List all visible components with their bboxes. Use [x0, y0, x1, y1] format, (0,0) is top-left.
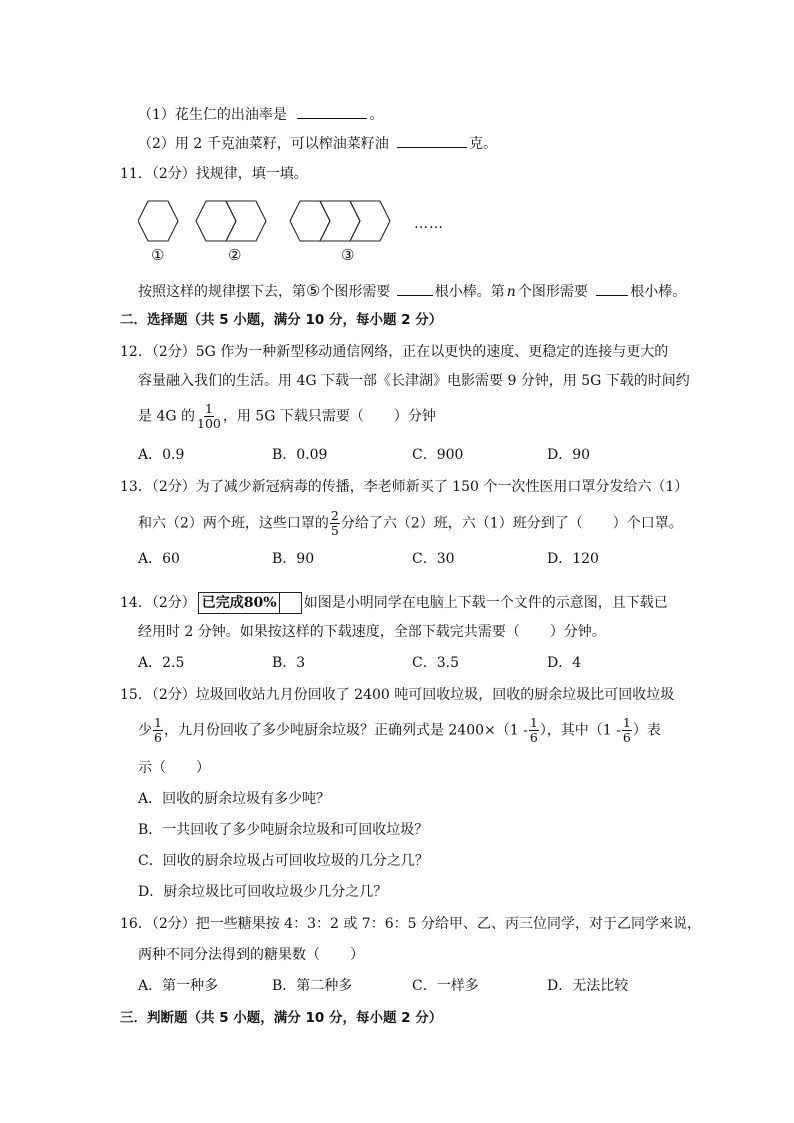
fraction: $\frac{1}{6}$: [154, 715, 162, 745]
q10-sub2-suffix: 克。: [469, 136, 498, 152]
fraction: $\frac{1}{100}$: [197, 401, 221, 431]
q14-text: 经用时 2 分钟。如果按这样的下载速度，全部下载完共需要（: [138, 624, 520, 640]
progress-label: 已完成80%: [201, 595, 277, 611]
circled-five: ⑤: [306, 281, 321, 300]
option-b[interactable]: B．0.09: [272, 447, 328, 463]
q10-sub2-text: （2）用 2 千克油菜籽，可以榨油菜籽油: [138, 136, 389, 152]
fraction: $\frac{1}{6}$: [529, 715, 538, 745]
option-a[interactable]: A．60: [138, 551, 180, 567]
q12-text: ，用 5G 下载只需要（: [222, 408, 364, 425]
q10-sub1-suffix: 。: [369, 107, 384, 123]
option-a[interactable]: A．2.5: [138, 655, 185, 671]
download-progress-bar: [198, 592, 302, 614]
option-b[interactable]: B．90: [272, 551, 315, 567]
option-a[interactable]: A．第一种多: [138, 978, 219, 994]
q12-text: 是 4G 的: [138, 408, 195, 425]
hexagon-pattern-figure: [138, 199, 418, 245]
q15-line3: [138, 758, 210, 778]
q11-text: 按照这样的规律摆下去，第: [138, 284, 306, 300]
q15-text: 示（: [138, 760, 166, 776]
option-d[interactable]: D．无法比较: [547, 978, 629, 994]
answer-blank[interactable]: [596, 281, 628, 296]
q11-stem: 11．（2分）找规律，填一填。: [120, 166, 308, 182]
q15-text: ），其中（1 -: [539, 722, 621, 739]
option-d[interactable]: D．90: [547, 447, 591, 463]
hexagon-3: [290, 201, 390, 241]
option-c[interactable]: C．900: [412, 447, 464, 463]
option-b[interactable]: B．一共回收了多少吨厨余垃圾和可回收垃圾？: [138, 822, 429, 838]
option-c[interactable]: C．3.5: [412, 655, 459, 671]
section-heading: 二．选择题（共 5 小题，满分 10 分，每小题 2 分）: [120, 312, 443, 328]
option-a[interactable]: A．0.9: [138, 447, 185, 463]
figure-label-2: ②: [228, 246, 242, 264]
figure-label-1: ①: [151, 246, 165, 264]
q15-text: ）: [196, 760, 210, 776]
section-heading: 三．判断题（共 5 小题，满分 10 分，每小题 2 分）: [120, 1010, 443, 1026]
q12-line3: [138, 402, 436, 431]
answer-blank[interactable]: [397, 281, 433, 296]
hexagon-1: [138, 201, 178, 241]
option-a[interactable]: A．回收的厨余垃圾有多少吨？: [138, 791, 331, 807]
q11-text: 个图形需要: [517, 284, 588, 300]
q15-line1: 15．（2分）垃圾回收站九月份回收了 2400 吨可回收垃圾，回收的厨余垃圾比可回收垃圾: [120, 687, 675, 703]
fraction: $\frac{2}{5}$: [330, 508, 339, 538]
q11-question: [138, 281, 686, 302]
q16-line2: [138, 945, 364, 965]
q11-text: 个图形需要: [320, 284, 391, 300]
q14-text: ）分钟。: [549, 624, 606, 640]
q12-line2: 容量融入我们的生活。用 4G 下载一部《长津湖》电影需要 9 分钟，用 5G 下载的时间约: [138, 373, 690, 389]
q16-line1: 16．（2分）把一些糖果按 4：3：2 或 7：6：5 分给甲、乙、丙三位同学，对于乙同学来说，: [120, 916, 701, 932]
q14-text: 14．（2分）: [120, 595, 196, 611]
q15-text: ，九月份回收了多少吨厨余垃圾？正确列式是 2400×（1 -: [163, 722, 528, 739]
option-d[interactable]: D．120: [547, 551, 599, 567]
option-c[interactable]: C．一样多: [412, 978, 479, 994]
q11-text: 根小棒。: [630, 284, 687, 300]
q10-sub2: [138, 133, 497, 154]
q14-line2: [138, 622, 606, 642]
q14-text: 如图是小明同学在电脑上下载一个文件的示意图，且下载已: [303, 595, 668, 611]
q15-line2: [138, 716, 661, 745]
q15-text: ）表: [632, 722, 661, 739]
answer-blank[interactable]: [297, 104, 367, 119]
q16-text: ）: [350, 947, 364, 963]
q13-text: 分给了六（2）班，六（1）班分到了（: [340, 515, 583, 532]
figure-label-3: ③: [341, 246, 355, 264]
option-d[interactable]: D．4: [547, 655, 582, 671]
variable-n: n: [506, 284, 516, 300]
q13-line1: 13．（2分）为了减少新冠病毒的传播，李老师新买了 150 个一次性医用口罩分发给六（1）: [120, 479, 689, 495]
q13-text: ）个口罩。: [612, 515, 683, 532]
q10-sub1: [138, 104, 383, 125]
q14-line1: [120, 592, 668, 614]
option-b[interactable]: B．3: [272, 655, 306, 671]
hexagon-2: [196, 201, 266, 241]
q11-text: 根小棒。第: [434, 284, 505, 300]
answer-blank[interactable]: [397, 133, 467, 148]
q13-text: 和六（2）两个班，这些口罩的: [138, 515, 329, 532]
q12-line1: 12．（2分）5G 作为一种新型移动通信网络，正在以更快的速度、更稳定的连接与更大的: [120, 344, 669, 360]
option-c[interactable]: C．回收的厨余垃圾占可回收垃圾的几分之几？: [138, 853, 429, 869]
option-d[interactable]: D．厨余垃圾比可回收垃圾少几分之几？: [138, 884, 388, 900]
q15-text: 少: [138, 722, 152, 739]
option-c[interactable]: C．30: [412, 551, 455, 567]
ellipsis: ……: [414, 216, 444, 232]
q13-line2: [138, 509, 683, 538]
option-b[interactable]: B．第二种多: [272, 978, 353, 994]
fraction: $\frac{1}{6}$: [622, 715, 631, 745]
q12-text: ）分钟: [393, 408, 436, 425]
q10-sub1-text: （1）花生仁的出油率是: [138, 107, 287, 123]
q16-text: 两种不同分法得到的糖果数（: [138, 947, 320, 963]
